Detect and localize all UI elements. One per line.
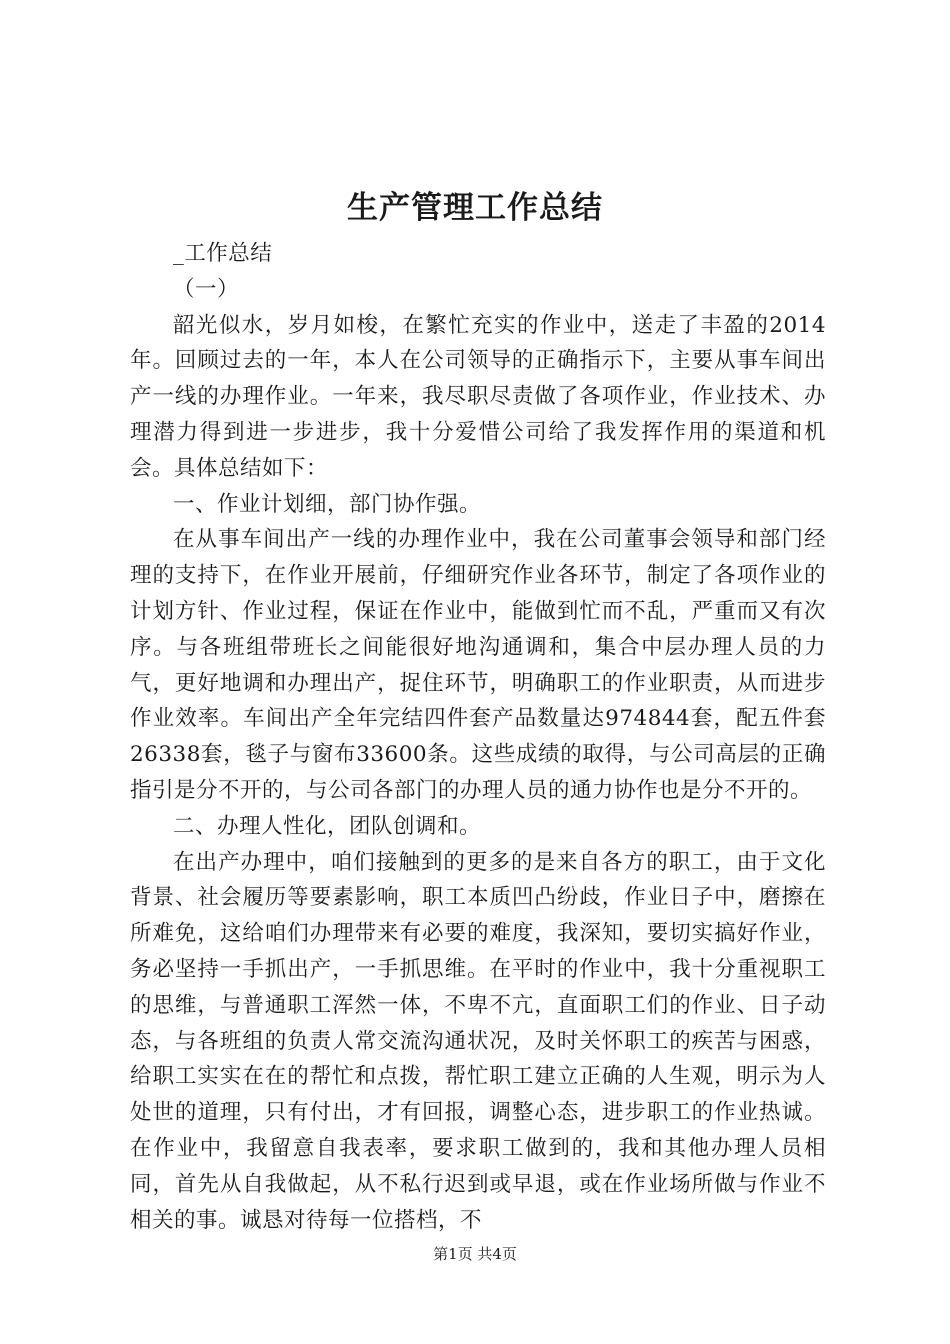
paragraph-section-2: 在出产办理中，咱们接触到的更多的是来自各方的职工，由于文化背景、社会履历等要素影响，职工本质凹凸纷歧，作业日子中，磨擦在所难免，这给咱们办理带来有必要的难度，我深知，要切实搞好作业，务必坚持一手抓出产，一手抓思维。在平时的作业中，我十分重视职工的思维，与普通职工浑然一体，不卑不亢，直面职工们的作业、日子动态，与各班组的负责人常交流沟通状况，及时关怀职工的疾苦与困惑，给职工实实在在的帮忙和点拨，帮忙职工建立正确的人生观，明示为人处世的道理，只有付出，才有回报，调整心态，进步职工的作业热诚。在作业中，我留意自我表率，要求职工做到的，我和其他办理人员相同，首先从自我做起，从不私行迟到或早退，或在作业场所做与作业不相关的事。诚恳对待每一位搭档，不	[130, 849, 826, 1233]
document-body	[130, 236, 826, 1238]
document-title: 生产管理工作总结	[347, 190, 603, 226]
section-heading-1: 一、作业计划细，部门协作强。	[173, 491, 482, 517]
paragraph-section-number: （一）	[173, 276, 240, 302]
page-footer: 第1页 共4页	[433, 1245, 517, 1263]
paragraph-intro: 韶光似水，岁月如梭，在繁忙充实的作业中，送走了丰盈的2014年。回顾过去的一年，本人在公司领导的正确指示下，主要从事车间出产一线的办理作业。一年来，我尽职尽责做了各项作业，作业技术、办理潜力得到进一步进步，我十分爱惜公司给了我发挥作用的渠道和机会。具体总结如下：	[130, 312, 826, 481]
paragraph-subtitle: _工作总结	[173, 241, 273, 266]
paragraph-section-1: 在从事车间出产一线的办理作业中，我在公司董事会领导和部门经理的支持下，在作业开展前，仔细研究作业各环节，制定了各项作业的计划方针、作业过程，保证在作业中，能做到忙而不乱，严重而又有次序。与各班组带班长之间能很好地沟通调和，集合中层办理人员的力气，更好地调和办理出产，捉住环节，明确职工的作业职责，从而进步作业效率。车间出产全年完结四件套产品数量达974844套，配五件套26338套，毯子与窗布33600条。这些成绩的取得，与公司高层的正确指引是分不开的，与公司各部门的办理人员的通力协作也是分不开的。	[130, 527, 826, 803]
section-heading-2: 二、办理人性化，团队创调和。	[173, 813, 482, 839]
